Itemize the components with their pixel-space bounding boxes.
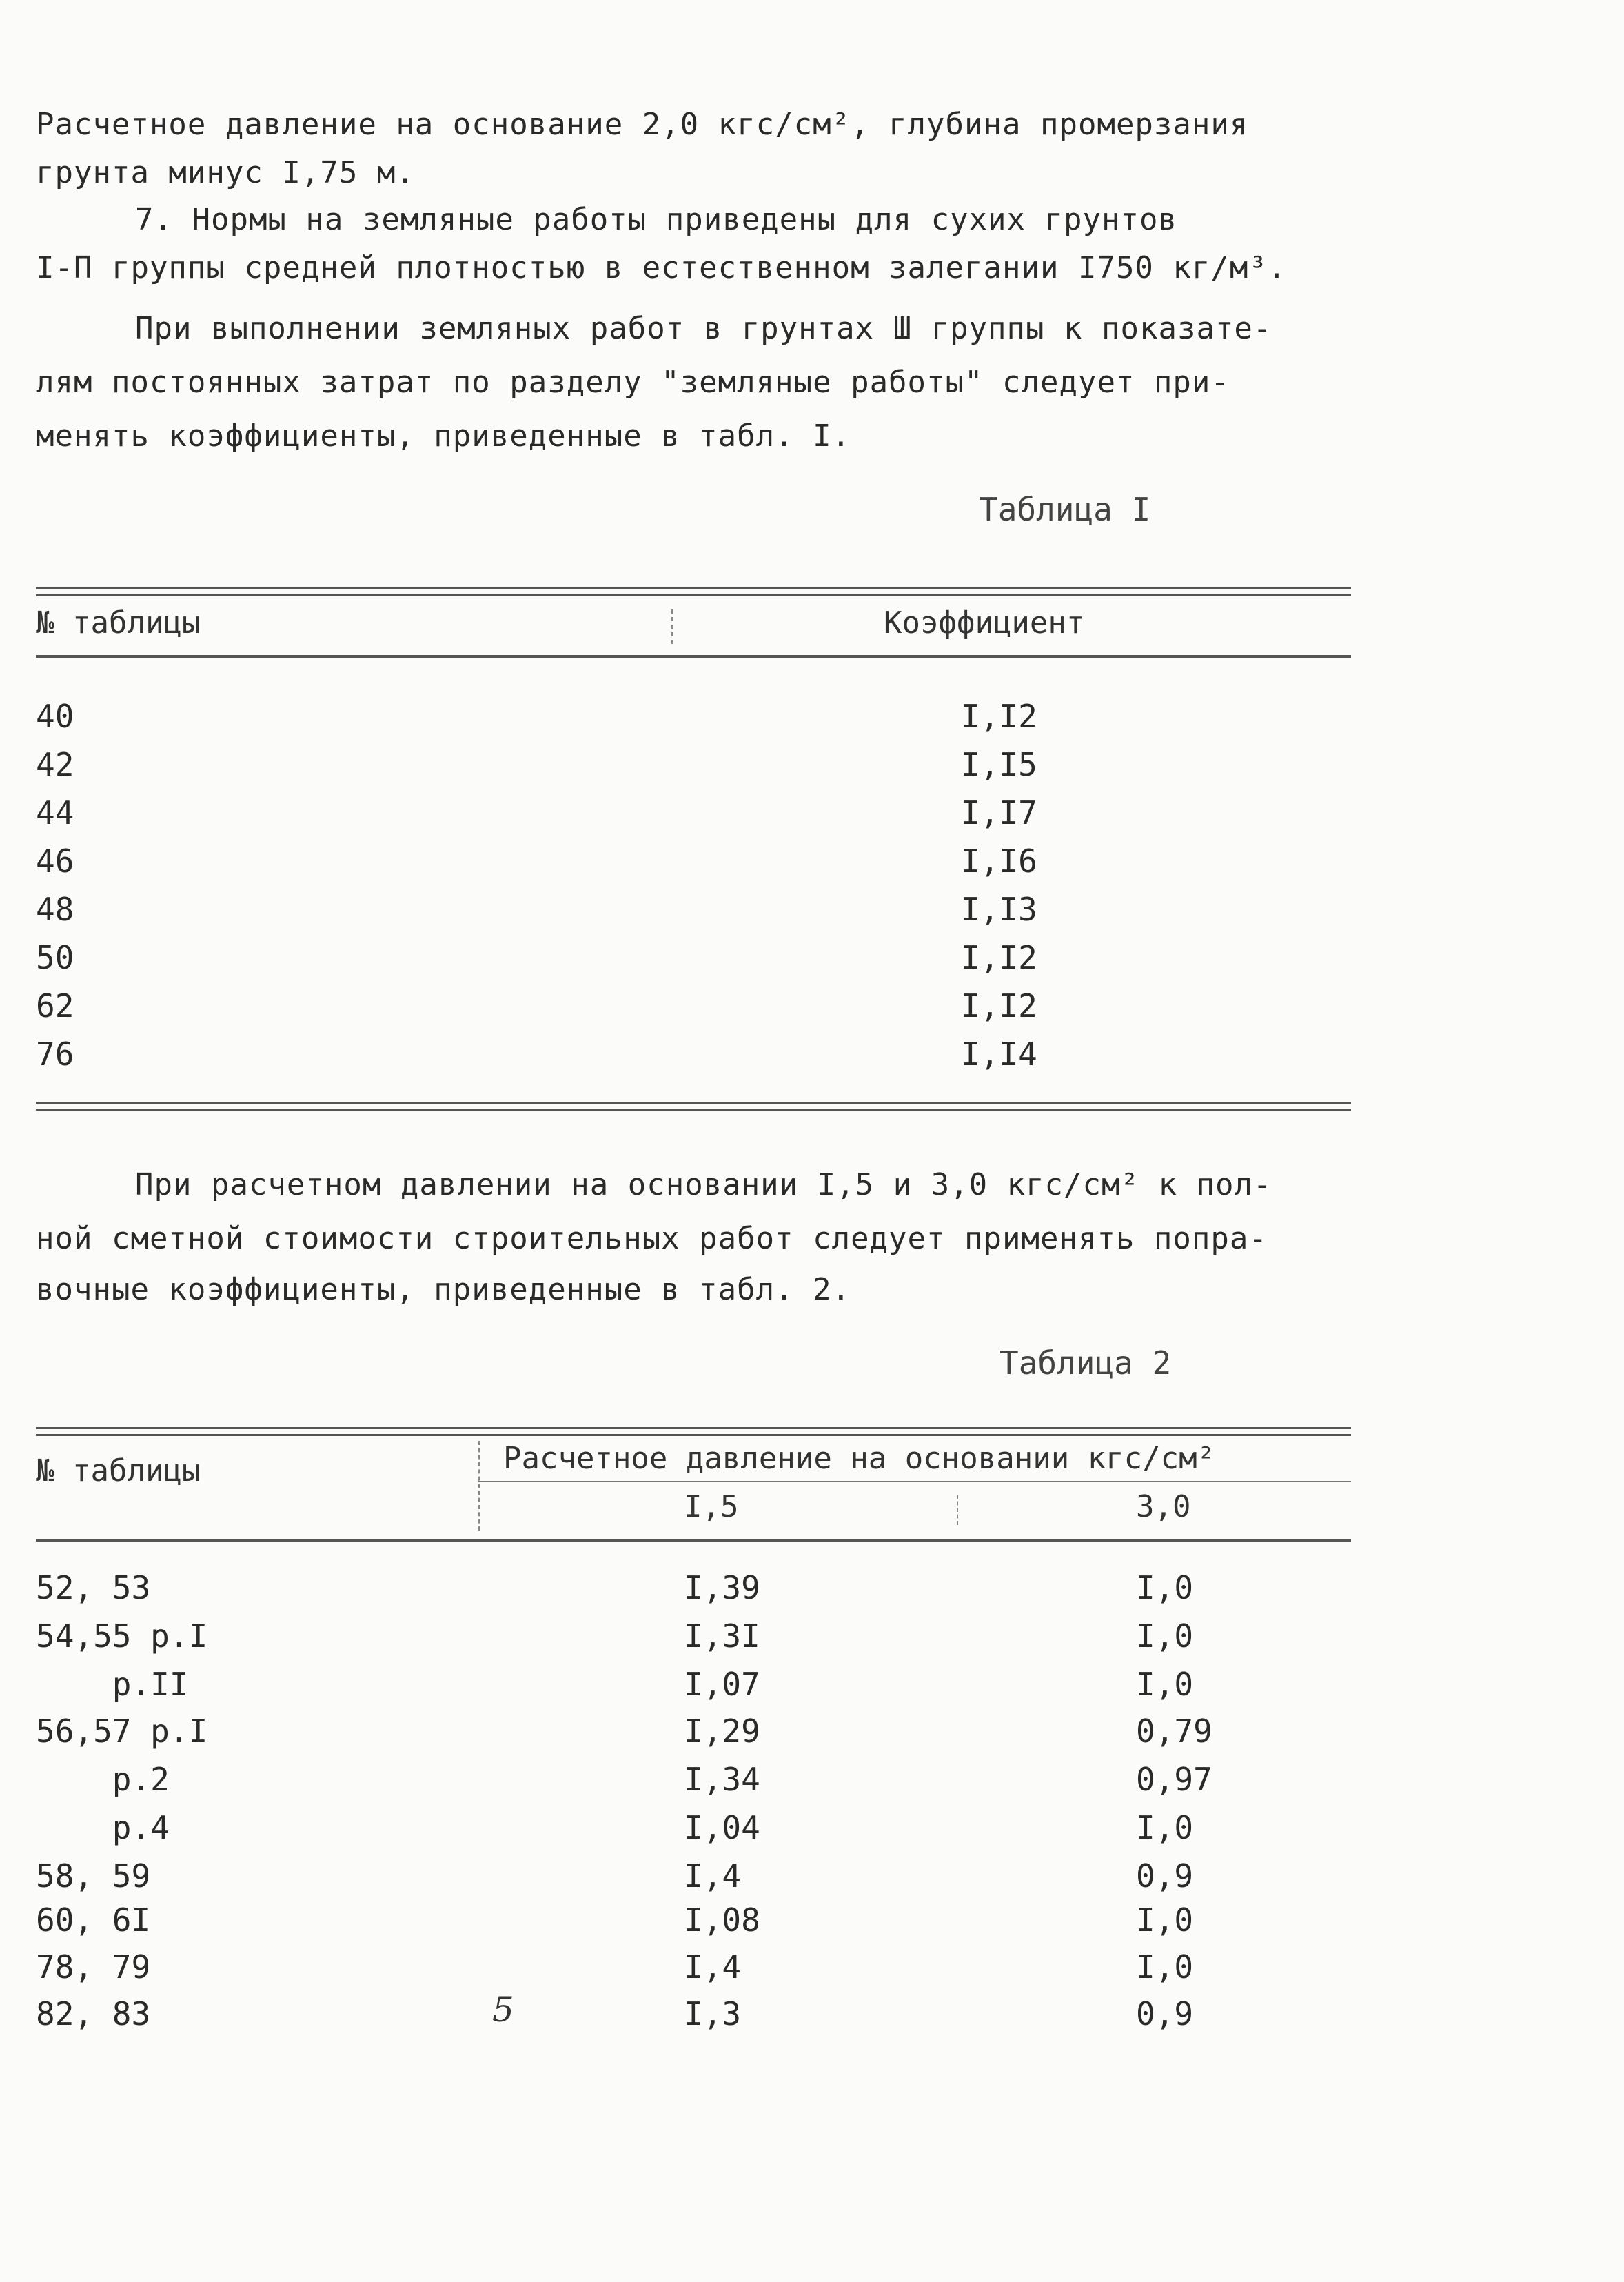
table2-row-value-1-5: I,34 <box>684 1761 760 1798</box>
intro-line-2: грунта минус I,75 м. <box>36 155 415 190</box>
table1-top-rule <box>36 587 1351 596</box>
table1-row-number: 76 <box>36 1036 74 1073</box>
table1-row-coefficient: I,I2 <box>961 987 1037 1024</box>
table2-row-number: 60, 6I <box>36 1901 151 1939</box>
table2-row-value-3-0: 0,9 <box>1136 1857 1194 1895</box>
table2-row-value-3-0: I,0 <box>1136 1948 1194 1986</box>
intro-line-5: При выполнении земляных работ в грунтах Ш группы к показате- <box>135 311 1272 346</box>
table2-row-value-3-0: I,0 <box>1136 1809 1194 1846</box>
table2-row-number: 78, 79 <box>36 1948 151 1986</box>
middle-line-3: вочные коэффициенты, приведенные в табл. 2. <box>36 1272 851 1307</box>
table1-row-coefficient: I,I5 <box>961 746 1037 783</box>
table2-row-value-1-5: I,39 <box>684 1569 760 1606</box>
table2-row-value-3-0: I,0 <box>1136 1617 1194 1655</box>
table2-row-value-1-5: I,4 <box>684 1857 742 1895</box>
table1-row-number: 50 <box>36 939 74 976</box>
table2-row-number: p.2 <box>36 1761 170 1798</box>
table2-top-rule <box>36 1427 1351 1436</box>
intro-line-6: лям постоянных затрат по разделу "земляные работы" следует при- <box>36 365 1230 400</box>
table1-caption: Таблица I <box>979 491 1151 528</box>
table1-row-number: 48 <box>36 891 74 928</box>
table2-header-pressure-3-0: 3,0 <box>1136 1489 1191 1524</box>
middle-line-1: При расчетном давлении на основании I,5 и 3,0 кгс/см² к пол- <box>135 1167 1272 1202</box>
table2-header-pressure-1-5: I,5 <box>684 1489 739 1524</box>
table1-row-coefficient: I,I7 <box>961 794 1037 831</box>
table2-row-number: 82, 83 <box>36 1995 151 2032</box>
table1-row-number: 62 <box>36 987 74 1024</box>
table1-row-coefficient: I,I2 <box>961 698 1037 735</box>
table1-header-divider <box>671 609 673 644</box>
table2-header-divider <box>478 1441 480 1531</box>
table2-subheader-rule <box>478 1481 1351 1482</box>
table2-row-value-1-5: I,08 <box>684 1901 760 1939</box>
table2-row-value-1-5: I,07 <box>684 1666 760 1703</box>
table1-row-number: 42 <box>36 746 74 783</box>
table2-row-value-1-5: I,3 <box>684 1995 742 2032</box>
table2-header-group: Расчетное давление на основании кгс/см² <box>503 1441 1216 1476</box>
table2-row-number: 52, 53 <box>36 1569 151 1606</box>
table2-row-value-3-0: 0,9 <box>1136 1995 1194 2032</box>
intro-line-4: I-П группы средней плотностью в естественном залегании I750 кг/м³. <box>36 250 1287 285</box>
table1-row-number: 40 <box>36 698 74 735</box>
table2-row-number: 56,57 p.I <box>36 1713 208 1750</box>
table2-row-value-3-0: 0,79 <box>1136 1713 1212 1750</box>
table1-header-coefficient: Коэффициент <box>884 605 1085 640</box>
table1-row-coefficient: I,I6 <box>961 842 1037 880</box>
table1-row-coefficient: I,I2 <box>961 939 1037 976</box>
table2-caption: Таблица 2 <box>999 1344 1172 1382</box>
table2-row-number: 58, 59 <box>36 1857 151 1895</box>
table1-header-number: № таблицы <box>36 605 201 640</box>
middle-line-2: ной сметной стоимости строительных работ следует применять попра- <box>36 1221 1268 1256</box>
intro-line-1: Расчетное давление на основание 2,0 кгс/см², глубина промерзания <box>36 107 1249 142</box>
table1-row-coefficient: I,I4 <box>961 1036 1037 1073</box>
table1-row-number: 44 <box>36 794 74 831</box>
intro-line-3: 7. Нормы на земляные работы приведены для сухих грунтов <box>135 202 1177 237</box>
table2-row-number: p.II <box>36 1666 189 1703</box>
page-number: 5 <box>492 1990 514 2030</box>
table2-header-number: № таблицы <box>36 1453 201 1488</box>
table1-header-rule <box>36 655 1351 658</box>
table2-row-value-3-0: I,0 <box>1136 1666 1194 1703</box>
table2-row-value-1-5: I,29 <box>684 1713 760 1750</box>
table2-row-number: p.4 <box>36 1809 170 1846</box>
table2-row-value-3-0: I,0 <box>1136 1569 1194 1606</box>
table2-row-value-3-0: I,0 <box>1136 1901 1194 1939</box>
table2-row-number: 54,55 p.I <box>36 1617 208 1655</box>
table2-header-rule <box>36 1539 1351 1542</box>
table2-row-value-1-5: I,3I <box>684 1617 760 1655</box>
table1-bottom-rule <box>36 1102 1351 1111</box>
table2-row-value-1-5: I,4 <box>684 1948 742 1986</box>
table2-row-value-1-5: I,04 <box>684 1809 760 1846</box>
table1-row-number: 46 <box>36 842 74 880</box>
table2-subheader-divider <box>957 1495 958 1525</box>
table2-row-value-3-0: 0,97 <box>1136 1761 1212 1798</box>
intro-line-7: менять коэффициенты, приведенные в табл. I. <box>36 418 851 454</box>
table1-row-coefficient: I,I3 <box>961 891 1037 928</box>
